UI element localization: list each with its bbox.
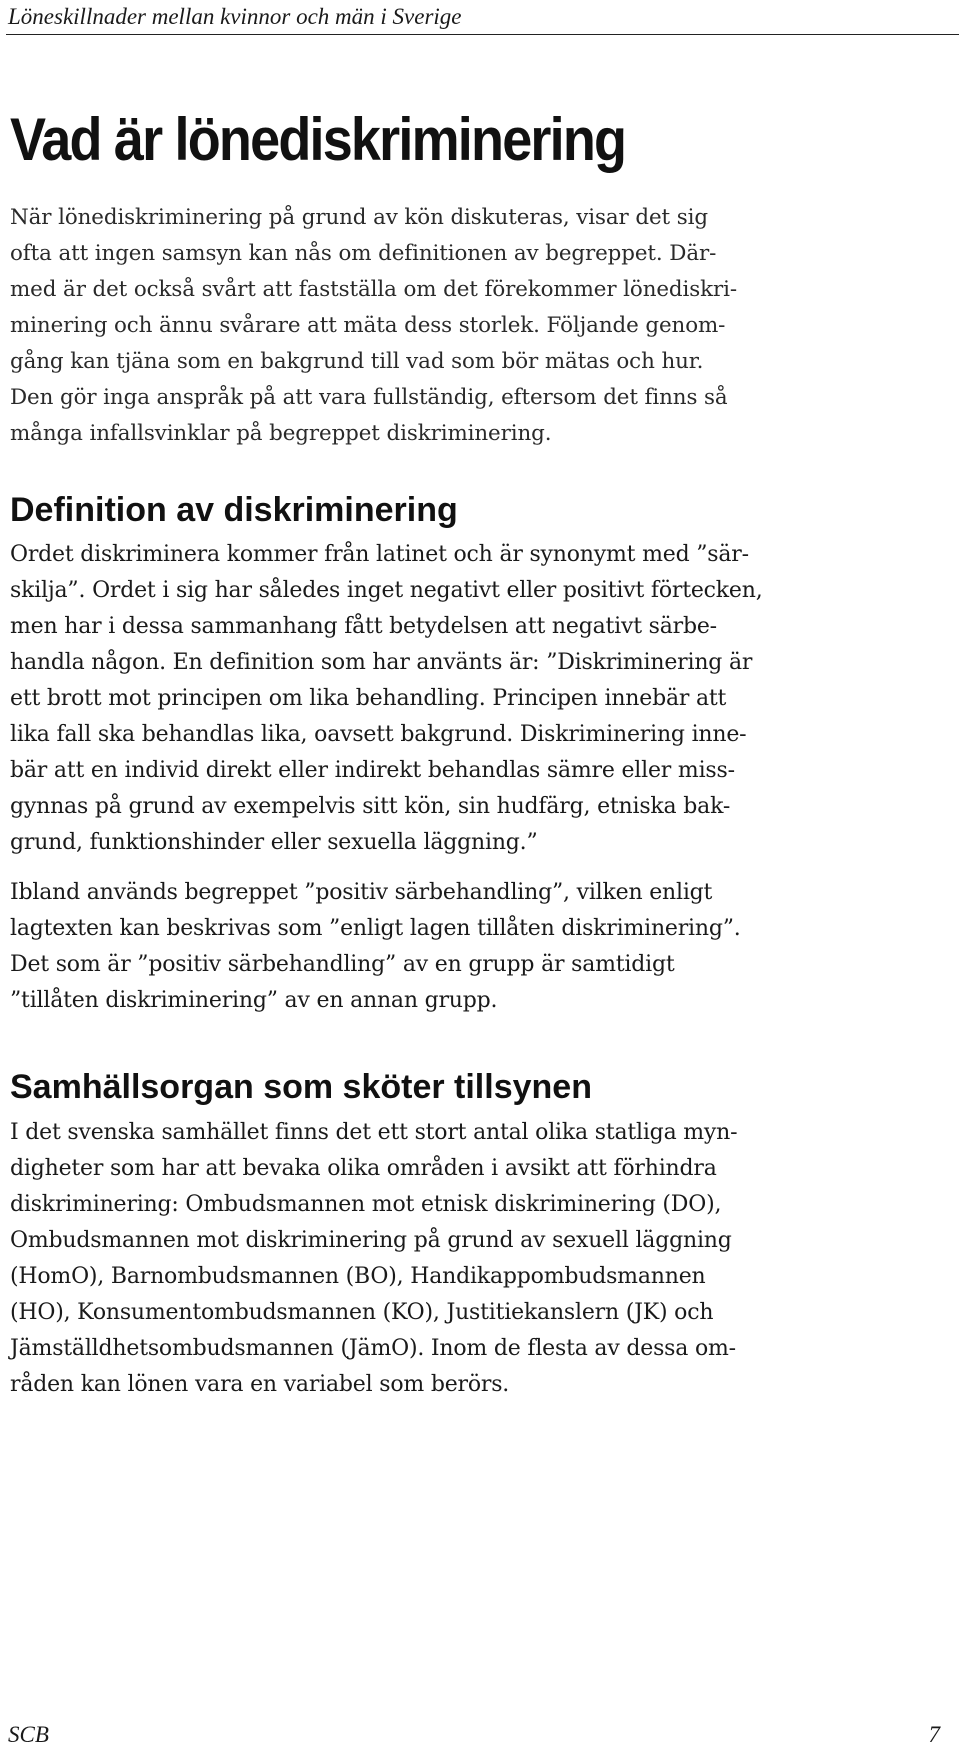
definition-paragraph-1: Ordet diskriminera kommer från latinet och är synonymt med ”sär- skilja”. Ordet i sig har således inget negativt eller positivt förtecken, men har i dessa sammanhang fått betydelsen att negativt särbe- handla någon. En definition som har använts är: ”Diskriminering är ett brott mot principen om lika behandling. Principen innebär att lika fall ska behandlas lika, oavsett bakgrund. Diskriminering inne- bär att en individ direkt eller indirekt behandlas sämre eller miss- gynnas på grund av exempelvis sitt kön, sin hudfärg, etniska bak- grund, funktionshinder eller sexuella läggning.”: [10, 542, 763, 856]
section-heading-authorities: Samhällsorgan som sköter tillsynen: [10, 1068, 592, 1107]
footer-publisher: SCB: [8, 1722, 49, 1747]
header-rule: [6, 34, 959, 35]
definition-paragraph-2: Ibland används begreppet ”positiv särbehandling”, vilken enligt lagtexten kan beskrivas som ”enligt lagen tillåten diskriminering”. Det som är ”positiv särbehandling” av en grupp är samtidigt ”tillåten diskriminering” av en annan grupp.: [10, 880, 741, 1014]
footer-page-number: 7: [928, 1722, 940, 1747]
page-title: Vad är lönediskriminering: [10, 106, 626, 173]
authorities-paragraph: I det svenska samhället finns det ett stort antal olika statliga myn- digheter som har att bevaka olika områden i avsikt att förhindra diskriminering: Ombudsmannen mot etnisk diskriminering (DO), Ombudsmannen mot diskriminering på grund av sexuell läggning (HomO), Barnombudsmannen (BO), Handikappombudsmannen (HO), Konsumentombudsmannen (KO), Justitiekanslern (JK) och Jämställdhetsombudsmannen (JämO). Inom de flesta av dessa om- råden kan lönen vara en variabel som berörs.: [10, 1119, 738, 1397]
intro-paragraph: När lönediskriminering på grund av kön diskuteras, visar det sig ofta att ingen samsyn kan nås om definitionen av begreppet. Där- med är det också svårt att fastställa om det förekommer lönediskri- minering och ännu svårare att mäta dess storlek. Följande genom- gång kan tjäna som en bakgrund till vad som bör mätas och hur. Den gör inga anspråk på att vara fullständig, eftersom det finns så många infallsvinklar på begreppet diskriminering.: [10, 205, 737, 446]
page-content: [10, 106, 945, 1403]
running-header: Löneskillnader mellan kvinnor och män i Sverige: [8, 4, 462, 29]
section-heading-definition: Definition av diskriminering: [10, 491, 458, 529]
